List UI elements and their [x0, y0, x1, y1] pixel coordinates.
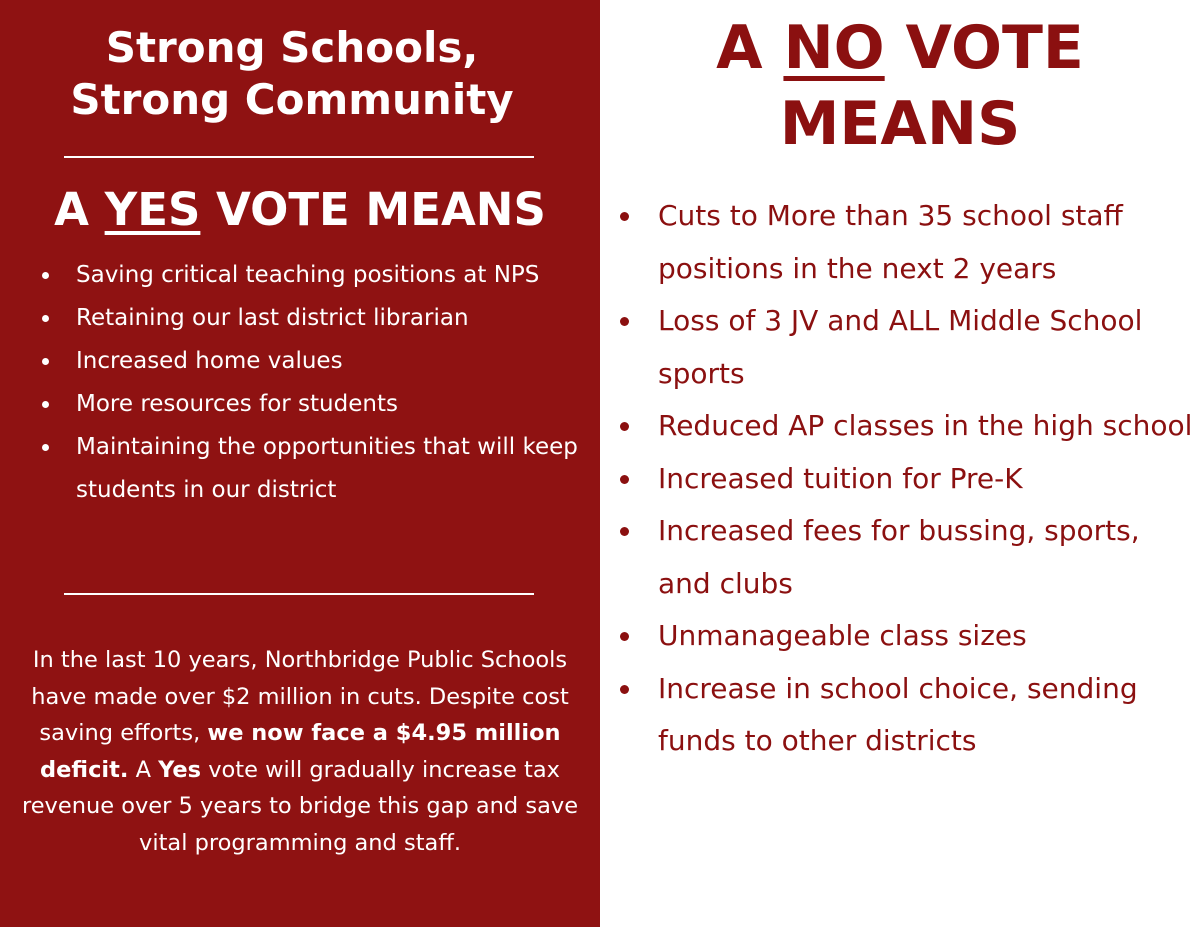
list-item: Saving critical teaching positions at NPS [40, 254, 580, 297]
list-item: Maintaining the opportunities that will keep students in our district [40, 426, 580, 512]
divider-middle [64, 593, 534, 595]
list-item: Unmanageable class sizes [618, 610, 1198, 663]
no-heading-line-2: MEANS [779, 89, 1021, 159]
list-item: More resources for students [40, 383, 580, 426]
yes-heading-suffix: VOTE MEANS [200, 183, 546, 236]
list-item: Increase in school choice, sending funds to other districts [618, 663, 1198, 768]
list-item: Increased tuition for Pre-K [618, 453, 1198, 506]
summary-text-2: A [128, 756, 159, 783]
list-item: Reduced AP classes in the high school [618, 400, 1198, 453]
no-panel [600, 0, 1200, 927]
no-heading-prefix: A [716, 13, 784, 83]
summary-text-3: vote will gradually increase tax revenue over 5 years to bridge this gap and save vital programming and staff. [21, 756, 579, 856]
headline-line-2: Strong Community [70, 75, 514, 124]
no-consequences-list [618, 190, 1198, 768]
list-item: Retaining our last district librarian [40, 297, 580, 340]
list-item: Increased fees for bussing, sports, and clubs [618, 505, 1198, 610]
deficit-summary [18, 642, 582, 861]
list-item: Cuts to More than 35 school staff positions in the next 2 years [618, 190, 1198, 295]
summary-text-1: In the last 10 years, Northbridge Public Schools have made over $2 million in cuts. Despite cost saving efforts, [31, 647, 569, 746]
no-heading-line-1 [600, 10, 1200, 86]
no-word: NO [783, 13, 885, 83]
headline-line-1: Strong Schools, [105, 23, 479, 72]
yes-word: YES [104, 183, 201, 236]
yes-vote-heading [0, 182, 600, 238]
no-vote-heading [600, 10, 1200, 162]
summary-deficit-emphasis: we now face a $4.95 million deficit. [40, 720, 561, 783]
headline [0, 22, 584, 126]
list-item: Increased home values [40, 340, 580, 383]
yes-benefits-list [40, 254, 580, 512]
list-item: Loss of 3 JV and ALL Middle School sports [618, 295, 1198, 400]
yes-heading-prefix: A [54, 183, 105, 236]
no-heading-suffix: VOTE [884, 13, 1084, 83]
divider-top [64, 156, 534, 158]
summary-yes-emphasis: Yes [158, 756, 202, 783]
